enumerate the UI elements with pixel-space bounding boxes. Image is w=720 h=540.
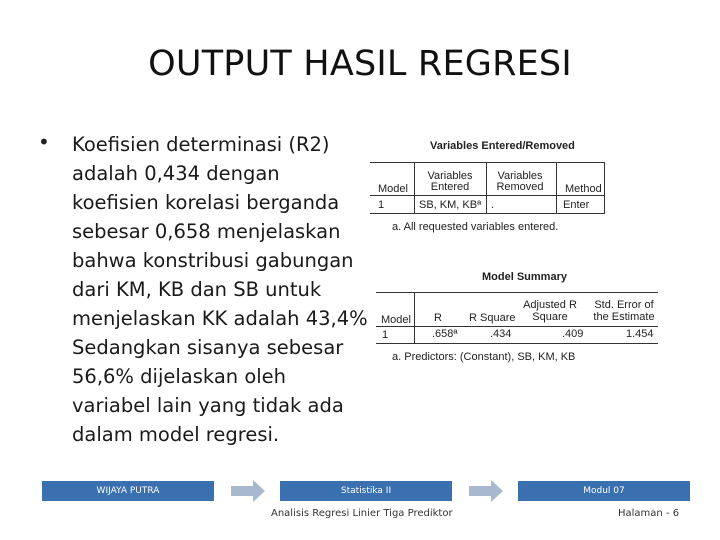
header-adjusted-line2: Square (532, 311, 568, 323)
footer-label-middle: Statistika II (280, 481, 452, 501)
summary-table-title: Model Summary (482, 271, 567, 283)
slide-title: OUTPUT HASIL REGRESI (148, 44, 572, 84)
row-model: 1 (378, 199, 385, 211)
row-r: .658ª (432, 328, 458, 340)
header-adjusted-line1: Adjusted R (523, 299, 577, 311)
variables-table-title: Variables Entered/Removed (430, 140, 575, 152)
header-entered-line1: Variables (427, 170, 473, 182)
bullet-line: adalah 0,434 dengan (72, 162, 280, 185)
header-entered-line2: Entered (430, 181, 470, 193)
header-std-error-line1: Std. Error of (594, 299, 654, 311)
footer-caption: Analisis Regresi Linier Tiga Prediktor (271, 508, 453, 519)
bullet-line: Koefisien determinasi (R2) (72, 133, 330, 156)
header-std-error-line2: the Estimate (593, 311, 655, 323)
bullet-text (72, 130, 372, 449)
variables-table-note: a. All requested variables entered. (392, 221, 559, 233)
column-divider (556, 162, 557, 214)
bullet-line: menjelaskan KK adalah 43,4% (72, 307, 368, 330)
column-divider (604, 162, 605, 214)
header-divider (376, 326, 658, 327)
column-divider (414, 292, 415, 344)
header-method: Method (565, 183, 602, 195)
footer-label-right: Modul 07 (518, 481, 690, 501)
table-border-bottom (370, 213, 604, 214)
header-r-square: R Square (469, 312, 516, 324)
header-removed-line1: Variables (497, 170, 543, 182)
column-divider (414, 162, 415, 214)
header-model: Model (378, 183, 408, 195)
bullet-line: dalam model regresi. (72, 423, 280, 446)
header-divider (370, 195, 604, 196)
bullet-line: koefisien korelasi berganda (72, 191, 340, 214)
row-method: Enter (563, 199, 590, 211)
bullet-line: bahwa konstribusi gabungan (72, 249, 354, 272)
header-r: R (434, 312, 442, 324)
header-removed-line2: Removed (496, 181, 544, 193)
arrow-right-icon (467, 478, 505, 504)
page-number: Halaman - 6 (618, 508, 680, 519)
bullet-dot-icon: • (38, 130, 50, 154)
bullet-line: dari KM, KB dan SB untuk (72, 278, 322, 301)
table-border-bottom (376, 343, 658, 344)
bullet-line: variabel lain yang tidak ada (72, 394, 344, 417)
bullet-line: sebesar 0,658 menjelaskan (72, 220, 341, 243)
row-r-square: .434 (490, 328, 512, 340)
row-adjusted: .409 (562, 328, 584, 340)
arrow-right-icon (229, 478, 267, 504)
row-model: 1 (382, 329, 389, 341)
footer-label-left: WIJAYA PUTRA (42, 481, 214, 501)
bullet-line: 56,6% dijelaskan oleh (72, 365, 287, 388)
header-model: Model (381, 314, 411, 326)
row-removed: . (491, 199, 495, 211)
table-border-top (370, 162, 604, 163)
table-border-top (376, 292, 658, 293)
summary-table-note: a. Predictors: (Constant), SB, KM, KB (392, 351, 576, 363)
bullet-line: Sedangkan sisanya sebesar (72, 336, 344, 359)
row-entered: SB, KM, KBª (419, 199, 482, 211)
row-std-error: 1.454 (626, 328, 654, 340)
column-divider (486, 162, 487, 214)
